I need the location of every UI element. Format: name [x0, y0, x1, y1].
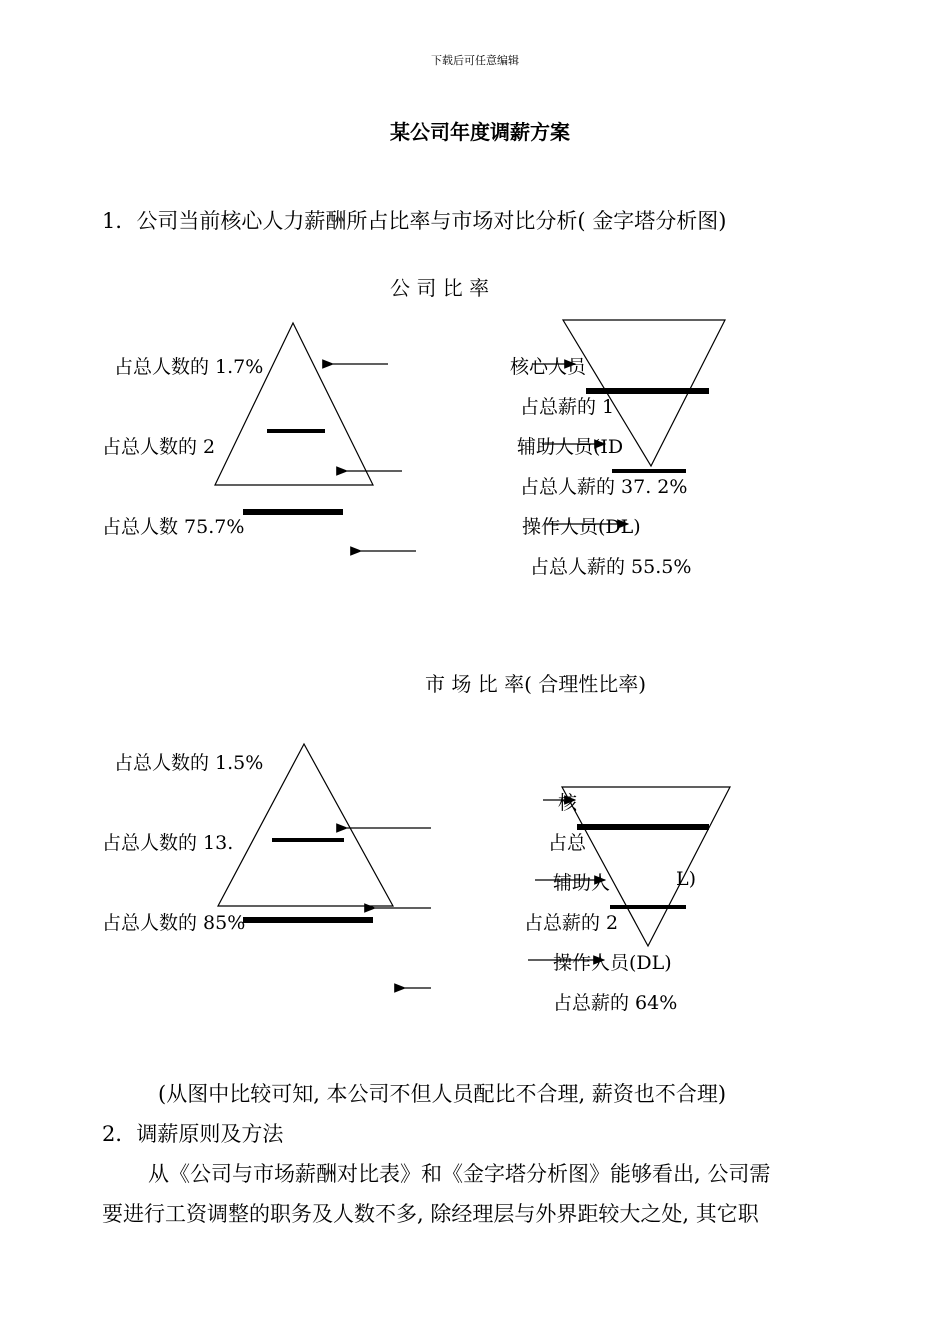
market-right-label-core-staff: 核 — [558, 792, 578, 814]
market-right-label-operation-staff: 操作人员(DL) — [553, 952, 672, 974]
company-ratio-heading: 公 司 比 率 — [390, 276, 490, 300]
company-staff-pyramid — [215, 323, 373, 485]
company-right-label-support-staff: 辅助人员(ID — [517, 436, 624, 458]
page-header: 下载后可任意编辑 — [431, 54, 519, 67]
comparison-conclusion: (从图中比较可知, 本公司不但人员配比不合理, 薪资也不合理) — [158, 1082, 727, 1106]
section-1-heading: 1．公司当前核心人力薪酬所占比率与市场对比分析( 金字塔分析图) — [102, 209, 727, 233]
market-right-label-core-pay: 占总 — [548, 832, 587, 854]
market-right-label-support-staff: 辅助人 — [553, 872, 611, 894]
section-2-heading: 2．调薪原则及方法 — [102, 1122, 284, 1146]
market-left-label-core: 占总人数的 1.5% — [114, 752, 264, 774]
market-right-label-operation-pay: 占总薪的 64% — [553, 992, 678, 1014]
company-right-label-operation-staff: 操作人员(DL) — [522, 516, 641, 538]
company-right-label-support-pay: 占总人薪的 37. 2% — [520, 476, 688, 498]
paragraph-line-1: 从《公司与市场薪酬对比表》和《金字塔分析图》能够看出, 公司需 — [148, 1162, 771, 1186]
market-left-label-operation: 占总人数的 85% — [102, 912, 246, 934]
company-left-label-operation: 占总人数 75.7% — [102, 516, 245, 538]
market-right-label-support-pay: 占总薪的 2 — [524, 912, 619, 934]
paragraph-line-2: 要进行工资调整的职务及人数不多, 除经理层与外界距较大之处, 其它职 — [102, 1202, 759, 1226]
company-right-label-core-staff: 核心人员 — [510, 356, 587, 378]
market-left-label-support: 占总人数的 13. — [102, 832, 234, 854]
company-left-label-core: 占总人数的 1.7% — [114, 356, 264, 378]
company-right-label-operation-pay: 占总人薪的 55.5% — [530, 556, 692, 578]
company-left-label-support: 占总人数的 2 — [102, 436, 216, 458]
market-ratio-heading: 市 场 比 率( 合理性比率) — [425, 672, 647, 696]
document-title: 某公司年度调薪方案 — [390, 120, 570, 144]
company-right-label-core-pay: 占总薪的 1 — [520, 396, 615, 418]
market-right-label-support-staff-tail: L) — [676, 868, 697, 890]
